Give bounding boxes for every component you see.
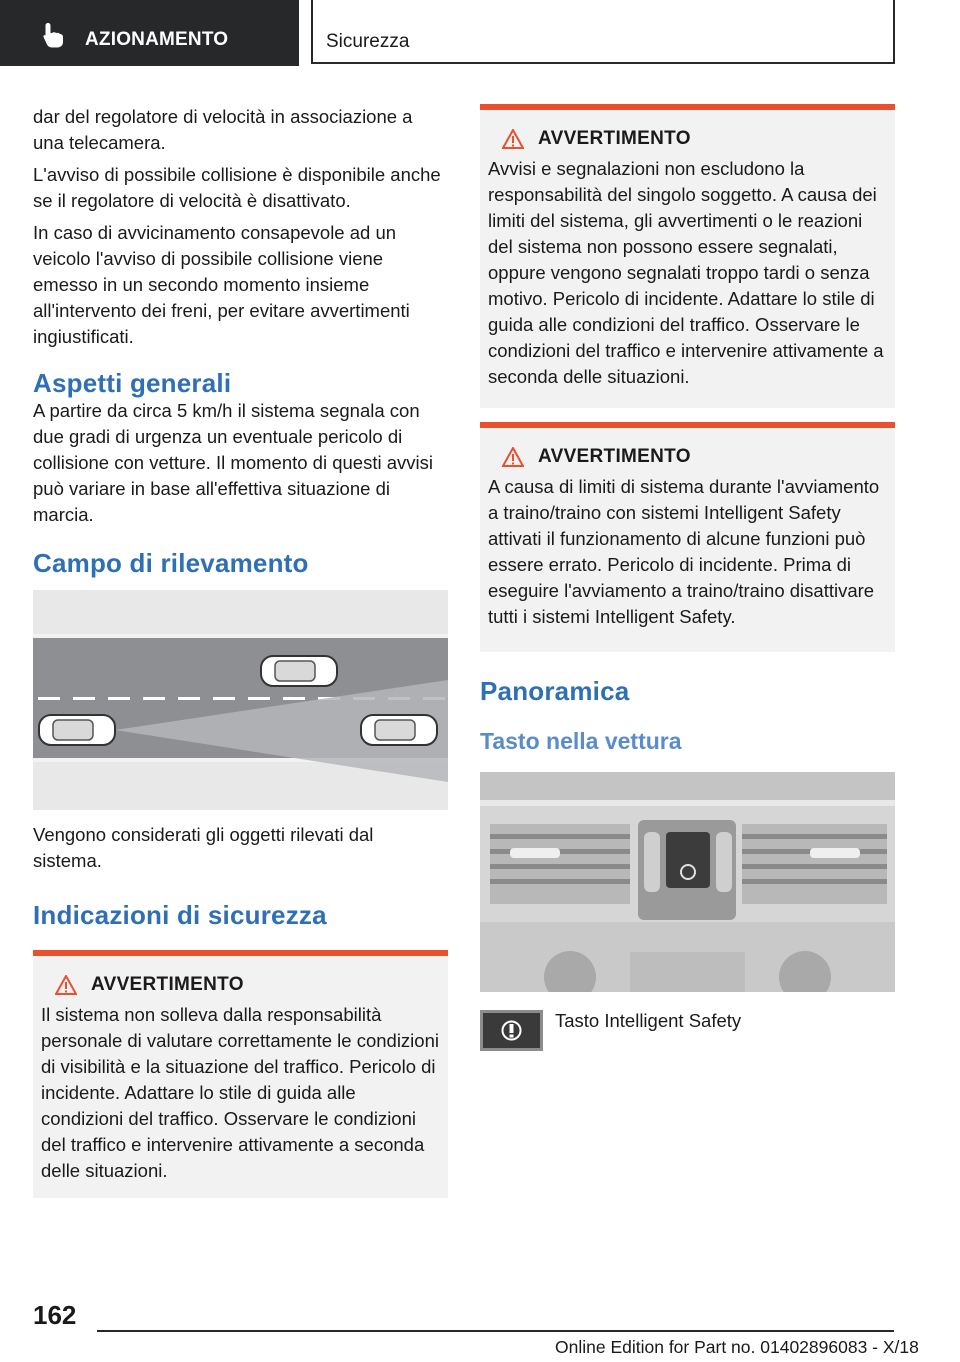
heading-panoramica: Panoramica xyxy=(480,676,630,706)
paragraph: dar del regolatore di velocità in associazione a una telecamera. xyxy=(33,106,413,153)
edition-note: Online Edition for Part no. 01402896083 - X/18 xyxy=(555,1337,919,1357)
heading-indicazioni-di-sicurezza: Indicazioni di sicurezza xyxy=(33,900,327,930)
warning-title xyxy=(502,126,887,152)
detection-range-figure xyxy=(33,590,448,810)
button-legend xyxy=(480,1010,895,1051)
warning-title-text: AVVERTIMENTO xyxy=(538,128,691,149)
header-section-tab xyxy=(0,0,299,66)
car-icon xyxy=(361,715,437,745)
warning-title xyxy=(55,972,440,998)
header-chapter-box xyxy=(311,0,895,64)
warning-title-text: AVVERTIMENTO xyxy=(91,974,244,995)
road-diagram xyxy=(33,590,448,810)
warning-box xyxy=(33,950,448,1198)
warning-title-text: AVVERTIMENTO xyxy=(538,446,691,467)
warning-title xyxy=(502,444,887,470)
warning-triangle-icon xyxy=(502,447,524,467)
warning-text: A causa di limiti di sistema durante l'avviamento a traino/traino con sistemi Intelligent Safety attivati il funzionamento di alcune funzioni può essere errato. Pericolo di incidente. Prima di eseguire l'avviamento a traino/traino disattivare tutti i sistemi Intelligent Safety. xyxy=(488,476,880,627)
warning-text: Il sistema non solleva dalla responsabilità personale di valutare correttamente le condizioni di visibilità e la situazione del traffico. Pericolo di incidente. Adattare lo stile di guida alle condizioni del traffico. Osservare le condizioni del traffico e intervenire attivamente a seconda delle situazioni. xyxy=(41,1004,439,1181)
section-title: AZIONAMENTO xyxy=(85,29,229,50)
heading-campo-di-rilevamento: Campo di rilevamento xyxy=(33,548,309,578)
right-column xyxy=(480,104,895,1051)
intelligent-safety-button-icon xyxy=(480,1010,543,1051)
car-icon xyxy=(261,656,337,686)
warning-text: Avvisi e segnalazioni non escludono la responsabilità del singolo soggetto. A causa dei limiti del sistema, gli avvertimenti o le reazioni del sistema non possono essere segnalati, oppure vengono segnalati troppo tardi o senza motivo. Pericolo di incidente. Adattare lo stile di guida alle condizioni del traffico. Osservare le condizioni del traffico e intervenire attivamente a seconda delle situazioni. xyxy=(488,158,884,387)
warning-box xyxy=(480,104,895,408)
warning-box xyxy=(480,422,895,652)
paragraph: A partire da circa 5 km/h il sistema segnala con due gradi di urgenza un eventuale pericolo di collisione con vetture. Il momento di questi avvisi può variare in base all'effettiva situazione di marcia. xyxy=(33,400,433,525)
dashboard-button-photo xyxy=(480,772,895,992)
air-vent-right xyxy=(742,824,887,904)
air-vent-left xyxy=(490,824,630,904)
footer-rule xyxy=(97,1330,894,1332)
warning-triangle-icon xyxy=(502,129,524,149)
figure-caption: Vengono considerati gli oggetti rilevati dal sistema. xyxy=(33,824,374,871)
heading-tasto-nella-vettura: Tasto nella vettura xyxy=(480,728,682,754)
warning-triangle-icon xyxy=(55,975,77,995)
heading-aspetti-generali: Aspetti generali xyxy=(33,368,232,398)
left-column xyxy=(33,104,448,1198)
paragraph: In caso di avvicinamento consapevole ad un veicolo l'avviso di possibile collisione viene emesso in un secondo momento insieme all'intervento dei freni, per evitare avvertimenti ingiustificati. xyxy=(33,222,410,347)
chapter-title: Sicurezza xyxy=(326,31,410,52)
button-legend-label: Tasto Intelligent Safety xyxy=(555,1010,742,1031)
dashboard-illustration xyxy=(480,772,895,992)
paragraph: L'avviso di possibile collisione è disponibile anche se il regolatore di velocità è disattivato. xyxy=(33,164,441,211)
car-icon xyxy=(39,715,115,745)
page-number: 162 xyxy=(33,1300,77,1330)
hand-pointer-icon xyxy=(42,22,64,48)
